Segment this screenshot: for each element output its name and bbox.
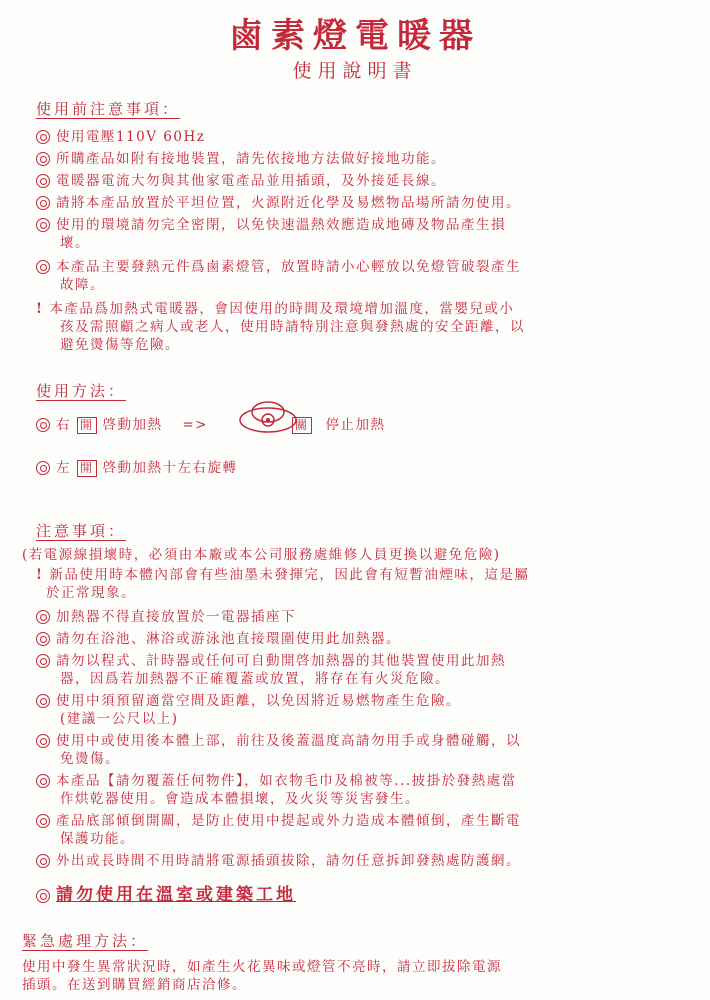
list-item: 外出或長時間不用時請將電源插頭拔除，請勿任意拆卸發熱處防護網。 <box>36 852 529 870</box>
circle-bullet-icon <box>36 130 50 144</box>
on-key-label: 開 <box>77 417 97 434</box>
list-item: 請勿在浴池、淋浴或游泳池直接環圍使用此加熱器。 <box>36 630 529 648</box>
list-item: 使用的環境請勿完全密閉，以免快速溫熱效應造成地磚及物品產生損 壞。 <box>36 216 525 252</box>
circle-bullet-icon <box>36 889 50 903</box>
circle-bullet-icon <box>36 174 50 188</box>
list-item: 本產品【請勿覆蓋任何物件】，如衣物毛巾及棉被等...披掛於發熱處當 作烘乾器使用。會造成本體損壞，及火災等災害發生。 <box>36 772 529 808</box>
circle-bullet-icon <box>36 814 50 828</box>
circle-bullet-icon <box>36 461 50 475</box>
usage-row-right: 右 開 啓動加熱 => <box>36 416 208 434</box>
list-item: 產品底部傾倒開關，是防止使用中提起或外力造成本體傾倒，產生斷電 保護功能。 <box>36 812 529 848</box>
exclamation-icon: ! <box>36 567 44 583</box>
document-subtitle: 使用說明書 <box>292 60 418 82</box>
list-item: ! 本產品爲加熱式電暖器，會因使用的時間及環境增加溫度，當嬰兒或小 孩及需照顧之病人或老人，使用時請特別注意與發熱處的安全距離，以 避免燙傷等危險。 <box>36 301 525 353</box>
on-key-label: 開 <box>77 460 97 477</box>
notes-intro: (若電源線損壞時，必須由本廠或本公司服務處維修人員更換以避免危險) <box>22 547 501 563</box>
list-item: 電暖器電流大勿與其他家電產品並用插頭，及外接延長線。 <box>36 172 525 190</box>
emergency-heading: 緊急處理方法： <box>22 932 149 950</box>
list-item: 使用電壓110V 60Hz <box>36 128 525 146</box>
circle-bullet-icon <box>36 734 50 748</box>
usage-row-right-off: 關 停止加熱 <box>286 416 386 434</box>
off-key-label: 關 <box>292 417 312 434</box>
emergency-text: 使用中發生異常狀況時，如產生火花異味或燈管不亮時，請立即拔除電源 插頭。在送到購買經銷商店洽修。 <box>22 959 502 993</box>
list-item: 使用中或使用後本體上部，前往及後蓋溫度高請勿用手或身體碰觸，以 免燙傷。 <box>36 732 529 768</box>
precautions-heading: 使用前注意事項： <box>36 100 181 118</box>
circle-bullet-icon <box>36 418 50 432</box>
list-item: 加熱器不得直接放置於一電器插座下 <box>36 608 529 626</box>
circle-bullet-icon <box>36 152 50 166</box>
list-item: 使用中須預留適當空間及距離，以免因將近易燃物產生危險。 (建議一公尺以上) <box>36 692 529 728</box>
document-title: 鹵素燈電暖器 <box>229 16 481 56</box>
exclamation-icon: ! <box>36 301 44 317</box>
greenhouse-warning: 請勿使用在溫室或建築工地 <box>36 880 296 905</box>
list-item: 本產品主要發熱元件爲鹵素燈管，放置時請小心輕放以免燈管破裂產生 故障。 <box>36 258 525 294</box>
circle-bullet-icon <box>36 632 50 646</box>
circle-bullet-icon <box>36 774 50 788</box>
usage-heading: 使用方法： <box>36 382 127 400</box>
circle-bullet-icon <box>36 196 50 210</box>
notes-heading: 注意事項： <box>36 522 127 540</box>
list-item: 所購產品如附有接地裝置，請先依接地方法做好接地功能。 <box>36 150 525 168</box>
notes-list <box>36 566 529 870</box>
precautions-list <box>36 128 525 354</box>
list-item: 請勿以程式、計時器或任何可自動開啓加熱器的其他裝置使用此加熱 器，因爲若加熱器不正確覆蓋或放置，將存在有火災危險。 <box>36 652 529 688</box>
circle-bullet-icon <box>36 260 50 274</box>
usage-row-left: 左 開 啓動加熱十左右旋轉 <box>36 459 238 477</box>
list-item: 請將本產品放置於平坦位置，火源附近化學及易燃物品場所請勿使用。 <box>36 194 525 212</box>
list-item: ! 新品使用時本體內部會有些油墨未發揮完，因此會有短暫油煙味，這是屬 於正常現象。 <box>36 567 530 601</box>
circle-bullet-icon <box>36 654 50 668</box>
circle-bullet-icon <box>36 610 50 624</box>
circle-bullet-icon <box>36 694 50 708</box>
circle-bullet-icon <box>36 218 50 232</box>
circle-bullet-icon <box>36 854 50 868</box>
